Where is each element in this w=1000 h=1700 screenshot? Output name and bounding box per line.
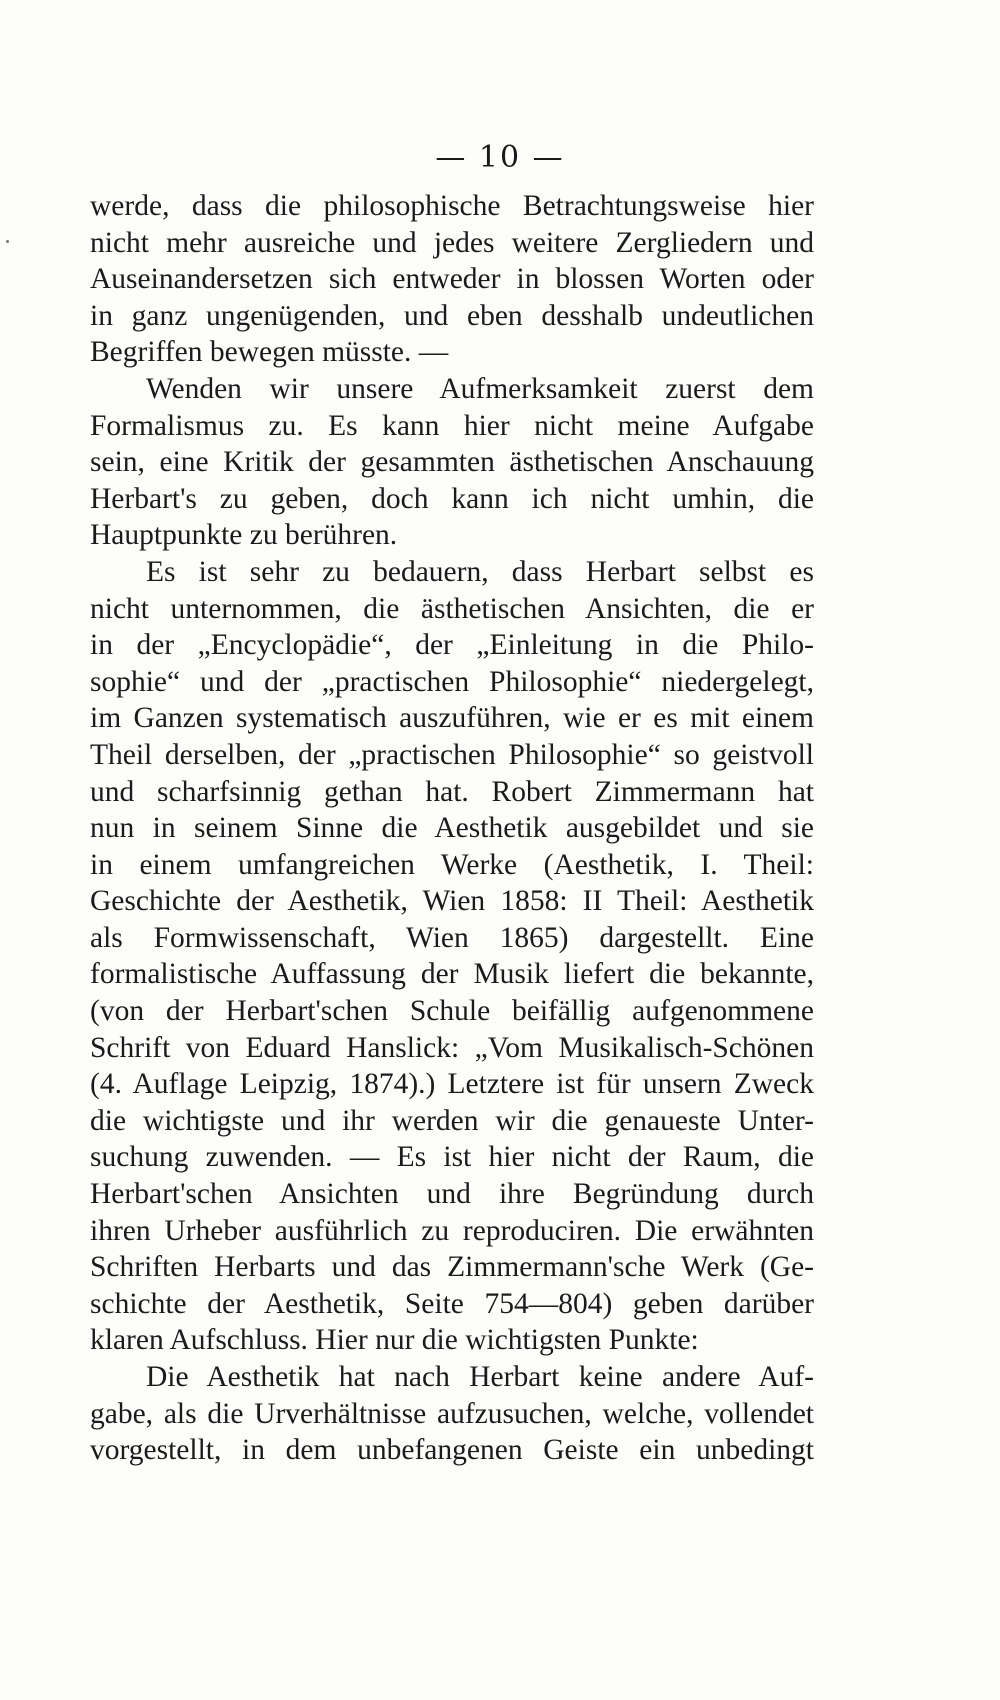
text-line: sein, eine Kritik der gesammten ästhetischen Anschauung — [90, 446, 814, 479]
text-line: die wichtigste und ihr werden wir die genaueste Unter- — [90, 1104, 814, 1137]
text-line: Die Aesthetik hat nach Herbart keine andere Auf- — [146, 1361, 814, 1393]
text-line: formalistische Auffassung der Musik liefert die bekannte, — [90, 958, 814, 991]
text-line: und scharfsinnig gethan hat. Robert Zimmermann hat — [90, 775, 814, 808]
page-number: — 10 — — [435, 140, 565, 175]
text-line: Wenden wir unsere Aufmerksamkeit zuerst dem — [146, 372, 814, 405]
text-line: sophie“ und der „practischen Philosophie“ niedergelegt, — [90, 665, 814, 698]
text-line: ihren Urheber ausführlich zu reproduciren. Die erwähnten — [90, 1214, 814, 1247]
text-line: als Formwissenschaft, Wien 1865) dargestellt. Eine — [90, 921, 814, 954]
text-line: Formalismus zu. Es kann hier nicht meine Aufgabe — [90, 409, 814, 442]
text-line: Herbart'schen Ansichten und ihre Begründung durch — [90, 1178, 814, 1211]
text-line: in ganz ungenügenden, und eben desshalb undeutlichen — [90, 299, 814, 332]
text-line: vorgestellt, in dem unbefangenen Geiste ein unbedingt — [90, 1434, 814, 1467]
text-line: im Ganzen systematisch auszuführen, wie er es mit einem — [90, 702, 814, 735]
text-line: Herbart's zu geben, doch kann ich nicht umhin, die — [90, 482, 814, 515]
text-line: Es ist sehr zu bedauern, dass Herbart selbst es — [146, 555, 814, 588]
text-line: Hauptpunkte zu berühren. — [90, 519, 398, 552]
text-line: nicht unternommen, die ästhetischen Ansichten, die er — [90, 592, 814, 625]
text-line: (von der Herbart'schen Schule beifällig aufgenommene — [90, 995, 814, 1028]
text-line: klaren Aufschluss. Hier nur die wichtigsten Punkte: — [90, 1324, 699, 1357]
body-text — [90, 188, 814, 1469]
text-line: gabe, als die Urverhältnisse aufzusuchen, welche, vollendet — [90, 1397, 814, 1430]
text-line: (4. Auflage Leipzig, 1874).) Letztere ist für unsern Zweck — [90, 1068, 814, 1101]
text-line: suchung zuwenden. — Es ist hier nicht der Raum, die — [90, 1141, 814, 1174]
text-line: Begriffen bewegen müsste. — — [90, 336, 449, 369]
text-line: schichte der Aesthetik, Seite 754—804) geben darüber — [90, 1287, 814, 1320]
text-line: Auseinandersetzen sich entweder in blossen Worten oder — [90, 263, 814, 296]
text-line: nicht mehr ausreiche und jedes weitere Zergliedern und — [90, 226, 814, 259]
text-line: Schrift von Eduard Hanslick: „Vom Musikalisch-Schönen — [90, 1031, 814, 1064]
text-line: nun in seinem Sinne die Aesthetik ausgebildet und sie — [90, 812, 814, 845]
text-line: in der „Encyclopädie“, der „Einleitung in die Philo- — [90, 629, 814, 662]
text-line: Schriften Herbarts und das Zimmermann'sche Werk (Ge- — [90, 1251, 814, 1284]
text-line: werde, dass die philosophische Betrachtungsweise hier — [90, 190, 814, 222]
text-line: Geschichte der Aesthetik, Wien 1858: II Theil: Aesthetik — [90, 885, 814, 918]
text-line: in einem umfangreichen Werke (Aesthetik, I. Theil: — [90, 848, 814, 881]
margin-speck — [6, 240, 9, 243]
text-line: Theil derselben, der „practischen Philosophie“ so geistvoll — [90, 738, 814, 771]
